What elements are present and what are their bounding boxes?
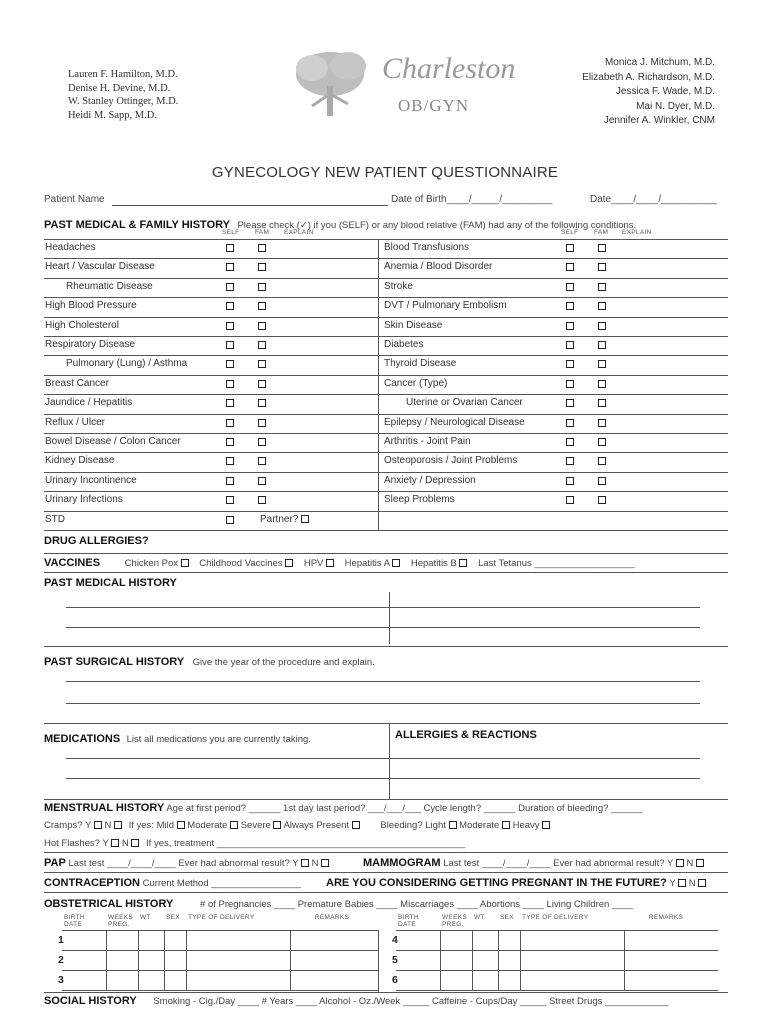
- column-divider: [378, 491, 379, 510]
- partner-label: Partner?: [260, 514, 309, 525]
- row-divider: [44, 375, 728, 376]
- condition-label: Uterine or Ovarian Cancer: [406, 397, 523, 409]
- history-row: [44, 297, 728, 316]
- bleed-moderate: Moderate: [459, 820, 500, 831]
- n-label: N: [688, 878, 696, 889]
- social-text[interactable]: Smoking - Cig./Day ____ # Years ____ Alcohol - Oz./Week _____ Caffeine - Cups/Day _____ Street Drugs ____________: [153, 996, 669, 1007]
- treatment-field[interactable]: If yes, treatment _______________________________________________: [146, 838, 466, 849]
- condition-label: Thyroid Disease: [384, 358, 457, 370]
- condition-label: Kidney Disease: [45, 455, 115, 467]
- mild-checkbox[interactable]: [177, 821, 185, 829]
- ob-col-header: WEEKS PREG.: [442, 914, 467, 928]
- self-checkbox[interactable]: [566, 399, 574, 407]
- col-self-right: SELF: [561, 229, 579, 236]
- mammogram-row: [363, 857, 704, 869]
- pap-row: [44, 857, 329, 869]
- ob-header-line: [396, 930, 718, 931]
- ob-col-header: REMARKS: [648, 914, 684, 921]
- divider: [389, 592, 390, 644]
- condition-label: Arthritis - Joint Pain: [384, 436, 471, 447]
- self-checkbox[interactable]: [226, 244, 234, 252]
- pap-yes[interactable]: [301, 859, 309, 867]
- mammogram-no[interactable]: [696, 859, 704, 867]
- ob-col-divider: [498, 930, 499, 990]
- hot-flashes-yes[interactable]: [111, 839, 119, 847]
- ob-row-line[interactable]: [62, 970, 378, 971]
- always-checkbox[interactable]: [352, 821, 360, 829]
- moderate-checkbox[interactable]: [230, 821, 238, 829]
- logo-name: Charleston: [382, 52, 516, 85]
- self-checkbox[interactable]: [226, 302, 234, 310]
- condition-label: STD: [45, 513, 65, 525]
- column-divider: [378, 452, 379, 471]
- column-divider: [378, 511, 379, 530]
- fam-checkbox[interactable]: [598, 438, 606, 446]
- row-divider: [44, 258, 728, 259]
- self-checkbox[interactable]: [566, 496, 574, 504]
- row-divider: [44, 452, 728, 453]
- history-row: [44, 278, 728, 297]
- column-divider: [378, 239, 379, 258]
- cramps-no-checkbox[interactable]: [114, 821, 122, 829]
- condition-label: Reflux / Ulcer: [45, 416, 106, 428]
- condition-label: Respiratory Disease: [45, 339, 136, 350]
- fam-checkbox[interactable]: [598, 419, 606, 427]
- y-label: Y: [669, 878, 676, 889]
- ob-row-line[interactable]: [396, 990, 718, 991]
- fam-checkbox[interactable]: [258, 419, 266, 427]
- condition-label: Stroke: [384, 280, 413, 292]
- self-checkbox[interactable]: [226, 399, 234, 407]
- pregnant-row: [326, 877, 706, 889]
- obstetrical-label: OBSTETRICAL HISTORY: [44, 898, 174, 910]
- col-fam-right: FAM: [594, 229, 609, 236]
- self-checkbox[interactable]: [226, 263, 234, 271]
- ob-col-divider: [186, 930, 187, 990]
- vaccine-hepatitis-b[interactable]: Hepatitis B: [411, 558, 468, 569]
- if-yes-label: If yes:: [128, 820, 154, 831]
- contraception-label: CONTRACEPTION: [44, 877, 140, 889]
- history-row: [44, 258, 728, 277]
- history-row: [44, 433, 728, 452]
- social-label: SOCIAL HISTORY: [44, 995, 137, 1007]
- col-explain-right: EXPLAIN: [622, 229, 652, 236]
- ob-col-header: WEEKS PREG.: [108, 914, 133, 928]
- ob-row-number: 4: [392, 934, 398, 946]
- condition-label: Headaches: [45, 242, 96, 253]
- row-divider: [44, 278, 728, 279]
- history-row: [44, 375, 728, 394]
- logo-subtitle: OB/GYN: [398, 96, 470, 115]
- doctors-right: [582, 56, 715, 129]
- self-checkbox[interactable]: [566, 244, 574, 252]
- pregnant-yes[interactable]: [678, 879, 686, 887]
- divider: [44, 852, 728, 853]
- ob-col-header: BIRTH DATE: [398, 914, 419, 928]
- condition-label: Heart / Vascular Disease: [45, 261, 155, 273]
- condition-label: Bowel Disease / Colon Cancer: [45, 436, 181, 447]
- self-checkbox[interactable]: [566, 419, 574, 427]
- ob-col-divider: [106, 930, 107, 990]
- divider: [389, 723, 390, 800]
- medications-line[interactable]: [66, 778, 700, 779]
- fam-checkbox[interactable]: [598, 399, 606, 407]
- condition-label: Anxiety / Depression: [384, 474, 476, 486]
- menstrual-row: [44, 802, 643, 814]
- ob-col-divider: [440, 930, 441, 990]
- fam-checkbox[interactable]: [258, 496, 266, 504]
- condition-label: Skin Disease: [384, 319, 443, 331]
- fam-checkbox[interactable]: [258, 283, 266, 291]
- ob-col-header: SEX: [166, 914, 180, 921]
- condition-label: Epilepsy / Neurological Disease: [384, 416, 525, 428]
- date-label[interactable]: Date____/____/__________: [590, 194, 717, 205]
- doctor-name: Lauren F. Hamilton, M.D.: [68, 69, 178, 80]
- self-checkbox[interactable]: [566, 263, 574, 271]
- heavy-checkbox[interactable]: [542, 821, 550, 829]
- bleed-heavy: Heavy: [512, 820, 540, 831]
- fam-checkbox[interactable]: [258, 399, 266, 407]
- hot-flashes-row: [44, 838, 465, 849]
- vaccine-chicken-pox[interactable]: Chicken Pox: [125, 558, 189, 569]
- column-divider: [378, 433, 379, 452]
- column-divider: [378, 278, 379, 297]
- self-checkbox[interactable]: [566, 438, 574, 446]
- history-row: [44, 511, 728, 530]
- self-checkbox[interactable]: [226, 360, 234, 368]
- severity-mild: Mild: [156, 820, 175, 831]
- condition-label: Breast Cancer: [45, 377, 109, 389]
- doctors-left: [68, 68, 178, 122]
- ob-col-header: WT.: [140, 914, 153, 921]
- ob-row-number: 5: [392, 954, 398, 966]
- fam-checkbox[interactable]: [258, 438, 266, 446]
- self-checkbox[interactable]: [566, 380, 574, 388]
- row-divider: [44, 355, 728, 356]
- bleed-moderate-checkbox[interactable]: [502, 821, 510, 829]
- self-checkbox[interactable]: [226, 380, 234, 388]
- self-checkbox[interactable]: [226, 496, 234, 504]
- vaccines-row: [44, 557, 635, 569]
- column-divider: [378, 375, 379, 394]
- severity-always: Always Present: [283, 820, 350, 831]
- self-checkbox[interactable]: [226, 457, 234, 465]
- row-divider: [44, 530, 728, 531]
- severity-severe: Severe: [240, 820, 271, 831]
- bleed-light: Light: [425, 820, 446, 831]
- self-checkbox[interactable]: [226, 516, 234, 524]
- medications-label: MEDICATIONS: [44, 733, 121, 745]
- self-checkbox[interactable]: [226, 283, 234, 291]
- fam-checkbox[interactable]: [258, 457, 266, 465]
- contraception-text[interactable]: Current Method _________________: [142, 878, 302, 889]
- self-checkbox[interactable]: [566, 283, 574, 291]
- history-heading: [44, 215, 636, 233]
- fam-checkbox[interactable]: [258, 380, 266, 388]
- obstetrical-table: [44, 912, 728, 992]
- pregnant-no[interactable]: [698, 879, 706, 887]
- charleston-logo: [290, 44, 516, 128]
- divider: [44, 872, 728, 873]
- ob-col-header: WT.: [474, 914, 487, 921]
- self-checkbox[interactable]: [226, 477, 234, 485]
- condition-label: Rheumatic Disease: [66, 280, 153, 292]
- condition-label: Jaundice / Hepatitis: [45, 397, 133, 409]
- history-title: PAST MEDICAL & FAMILY HISTORY: [44, 219, 231, 231]
- condition-label: Anemia / Blood Disorder: [384, 261, 493, 273]
- mammogram-yes[interactable]: [676, 859, 684, 867]
- n-label: N: [121, 838, 129, 849]
- ob-col-header: SEX: [500, 914, 514, 921]
- ob-row-line[interactable]: [396, 970, 718, 971]
- condition-label: DVT / Pulmonary Embolism: [384, 300, 507, 312]
- vaccine-childhood[interactable]: Childhood Vaccines: [199, 558, 293, 569]
- contraception-row: [44, 877, 301, 889]
- medications-line[interactable]: [66, 758, 700, 759]
- cramps-yes-checkbox[interactable]: [94, 821, 102, 829]
- history-row: [44, 317, 728, 336]
- divider: [44, 723, 728, 724]
- menstrual-label: MENSTRUAL HISTORY: [44, 802, 165, 814]
- ob-header-line: [62, 930, 378, 931]
- fam-checkbox[interactable]: [598, 263, 606, 271]
- condition-label: Osteoporosis / Joint Problems: [384, 455, 518, 467]
- self-checkbox[interactable]: [566, 341, 574, 349]
- row-divider: [44, 336, 728, 337]
- menstrual-questions[interactable]: Age at first period? ______ 1st day last period? ___/___/___ Cycle length? ______ Duration of bleeding? ______: [166, 803, 643, 814]
- past-medical-label: PAST MEDICAL HISTORY: [44, 577, 177, 589]
- divider: [44, 572, 728, 573]
- pap-no[interactable]: [321, 859, 329, 867]
- fam-checkbox[interactable]: [598, 380, 606, 388]
- fam-checkbox[interactable]: [258, 477, 266, 485]
- drug-allergies-label: DRUG ALLERGIES?: [44, 535, 149, 547]
- fam-checkbox[interactable]: [258, 322, 266, 330]
- col-self-left: SELF: [222, 229, 240, 236]
- self-checkbox[interactable]: [226, 341, 234, 349]
- fam-checkbox[interactable]: [598, 496, 606, 504]
- fam-checkbox[interactable]: [598, 457, 606, 465]
- pap-text[interactable]: Last test ____/____/____ Ever had abnormal result? Y: [68, 858, 299, 869]
- ob-row-number: 3: [58, 974, 64, 986]
- divider: [44, 553, 728, 554]
- history-row: [44, 414, 728, 433]
- vaccine-hpv[interactable]: HPV: [304, 558, 334, 569]
- fam-checkbox[interactable]: [598, 244, 606, 252]
- self-checkbox[interactable]: [566, 457, 574, 465]
- history-row: [44, 239, 728, 258]
- condition-label: High Cholesterol: [45, 319, 119, 331]
- ob-row-line[interactable]: [396, 950, 718, 951]
- page-title: GYNECOLOGY NEW PATIENT QUESTIONNAIRE: [211, 164, 559, 181]
- doctor-name: Jessica F. Wade, M.D.: [615, 86, 715, 97]
- doctor-name: Heidi M. Sapp, M.D.: [68, 109, 157, 121]
- divider: [44, 892, 728, 893]
- condition-label: Diabetes: [384, 339, 424, 350]
- past-surgical-row: [44, 652, 375, 670]
- past-surgical-hint: Give the year of the procedure and explain.: [192, 657, 375, 668]
- bleeding-label: Bleeding?: [380, 820, 423, 831]
- doctor-name: Denise H. Devine, M.D.: [68, 82, 171, 94]
- divider: [44, 992, 728, 993]
- dob-label[interactable]: Date of Birth____/_____/_________: [391, 194, 553, 205]
- medications-hint: List all medications you are currently taking.: [126, 734, 311, 745]
- doctor-name: W. Stanley Ottinger, M.D.: [68, 96, 179, 107]
- doctor-name: Jennifer A. Winkler, CNM: [603, 115, 715, 126]
- ob-row-number: 6: [392, 974, 398, 986]
- history-instructions: Please check (✓) if you (SELF) or any blood relative (FAM) had any of the following conditions.: [237, 220, 637, 231]
- ob-row-number: 2: [58, 954, 64, 966]
- light-checkbox[interactable]: [449, 821, 457, 829]
- fam-checkbox[interactable]: [598, 341, 606, 349]
- column-divider: [378, 297, 379, 316]
- vaccine-hepatitis-a[interactable]: Hepatitis A: [345, 558, 401, 569]
- past-surgical-line[interactable]: [66, 681, 700, 682]
- condition-label: Urinary Infections: [45, 494, 123, 506]
- history-row: [44, 452, 728, 471]
- divider: [44, 799, 728, 800]
- ob-col-divider: [138, 930, 139, 990]
- fam-checkbox[interactable]: [598, 322, 606, 330]
- column-divider: [378, 258, 379, 277]
- history-row: [44, 394, 728, 413]
- row-divider: [44, 511, 728, 512]
- patient-name-label: Patient Name: [44, 194, 105, 205]
- ob-col-header: TYPE OF DELIVERY: [522, 914, 589, 921]
- condition-label: Pulmonary (Lung) / Asthma: [66, 358, 188, 370]
- column-divider: [378, 930, 379, 992]
- column-divider: [378, 394, 379, 413]
- fam-checkbox[interactable]: [598, 302, 606, 310]
- n-label: N: [104, 820, 112, 831]
- row-divider: [44, 239, 728, 240]
- mammogram-label: MAMMOGRAM: [363, 857, 441, 869]
- condition-label: Cancer (Type): [384, 377, 448, 389]
- obstetrical-row: [44, 898, 633, 910]
- row-divider: [44, 414, 728, 415]
- hot-flashes-label: Hot Flashes? Y: [44, 838, 109, 849]
- column-divider: [378, 414, 379, 433]
- pap-label: PAP: [44, 857, 66, 869]
- column-divider: [378, 472, 379, 491]
- obstetrical-counts[interactable]: # of Pregnancies ____ Premature Babies ____ Miscarriages ____ Abortions ____ Living Children ____: [200, 899, 634, 910]
- last-tetanus[interactable]: Last Tetanus ___________________: [478, 558, 635, 569]
- doctor-name: Elizabeth A. Richardson, M.D.: [582, 71, 715, 83]
- doctor-name: Mai N. Dyer, M.D.: [636, 100, 715, 112]
- column-divider: [378, 317, 379, 336]
- self-checkbox[interactable]: [566, 302, 574, 310]
- past-medical-line[interactable]: [66, 607, 700, 608]
- row-divider: [44, 317, 728, 318]
- column-divider: [378, 336, 379, 355]
- condition-label: High Blood Pressure: [45, 300, 137, 312]
- col-fam-left: FAM: [255, 229, 270, 236]
- self-checkbox[interactable]: [566, 322, 574, 330]
- row-divider: [44, 491, 728, 492]
- self-checkbox[interactable]: [226, 322, 234, 330]
- ob-col-divider: [472, 930, 473, 990]
- row-divider: [44, 394, 728, 395]
- n-label: N: [311, 858, 319, 869]
- ob-col-divider: [164, 930, 165, 990]
- condition-label: Blood Transfusions: [384, 242, 470, 253]
- fam-checkbox[interactable]: [258, 341, 266, 349]
- severe-checkbox[interactable]: [273, 821, 281, 829]
- ob-col-divider: [290, 930, 291, 990]
- row-divider: [44, 297, 728, 298]
- ob-col-header: TYPE OF DELIVERY: [188, 914, 255, 921]
- ob-row-line[interactable]: [62, 950, 378, 951]
- condition-label: Urinary Incontinence: [45, 474, 137, 486]
- fam-checkbox[interactable]: [258, 244, 266, 252]
- severity-moderate: Moderate: [187, 820, 228, 831]
- self-checkbox[interactable]: [566, 360, 574, 368]
- partner-checkbox[interactable]: [301, 515, 309, 523]
- ob-row-number: 1: [58, 934, 64, 946]
- medications-row: [44, 729, 311, 747]
- past-surgical-label: PAST SURGICAL HISTORY: [44, 656, 185, 668]
- column-divider: [378, 355, 379, 374]
- hot-flashes-no[interactable]: [131, 839, 139, 847]
- n-label: N: [686, 858, 694, 869]
- past-surgical-line[interactable]: [66, 703, 700, 704]
- divider: [44, 646, 728, 647]
- ob-col-header: BIRTH DATE: [64, 914, 85, 928]
- fam-checkbox[interactable]: [258, 302, 266, 310]
- vaccines-label: VACCINES: [44, 557, 101, 569]
- history-row: [44, 472, 728, 491]
- cramps-label: Cramps? Y: [44, 820, 92, 831]
- pregnant-label: ARE YOU CONSIDERING GETTING PREGNANT IN THE FUTURE?: [326, 877, 667, 889]
- ob-row-line[interactable]: [62, 990, 378, 991]
- history-row: [44, 491, 728, 510]
- social-row: [44, 995, 668, 1007]
- mammogram-text[interactable]: Last test ____/____/____ Ever had abnormal result? Y: [443, 858, 674, 869]
- condition-label: Sleep Problems: [384, 494, 455, 506]
- past-medical-line[interactable]: [66, 627, 700, 628]
- history-row: [44, 355, 728, 374]
- ob-col-divider: [520, 930, 521, 990]
- patient-name-field[interactable]: [112, 205, 388, 206]
- fam-checkbox[interactable]: [598, 283, 606, 291]
- history-row: [44, 336, 728, 355]
- ob-col-divider: [624, 930, 625, 990]
- row-divider: [44, 433, 728, 434]
- cramps-row: [44, 820, 550, 831]
- self-checkbox[interactable]: [566, 477, 574, 485]
- fam-checkbox[interactable]: [598, 477, 606, 485]
- self-checkbox[interactable]: [226, 419, 234, 427]
- doctor-name: Monica J. Mitchum, M.D.: [604, 57, 715, 68]
- fam-checkbox[interactable]: [258, 360, 266, 368]
- col-explain-left: EXPLAIN: [284, 229, 314, 236]
- row-divider: [44, 472, 728, 473]
- ob-col-header: REMARKS: [314, 914, 350, 921]
- fam-checkbox[interactable]: [258, 263, 266, 271]
- self-checkbox[interactable]: [226, 438, 234, 446]
- allergies-label: ALLERGIES & REACTIONS: [395, 729, 537, 741]
- fam-checkbox[interactable]: [598, 360, 606, 368]
